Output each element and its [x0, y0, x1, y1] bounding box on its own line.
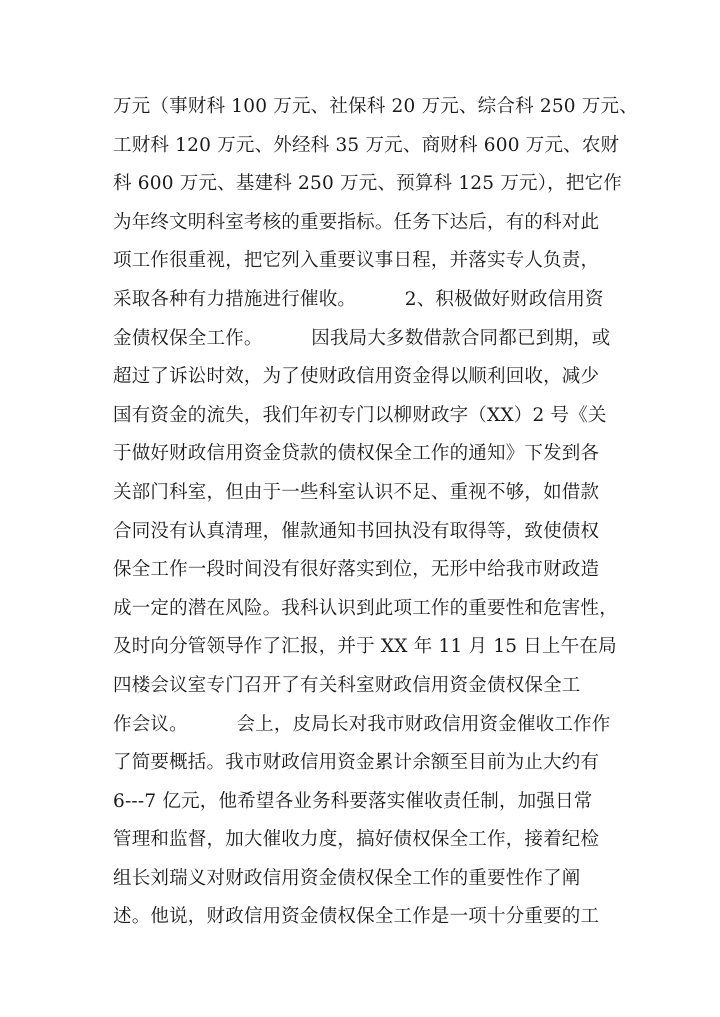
- text-line: 了简要概括。我市财政信用资金累计余额至目前为止大约有: [113, 752, 600, 774]
- text-line: 关部门科室，但由于一些科室认识不足、重视不够，如借款: [113, 481, 600, 503]
- text-line: 采取各种有力措施进行催收。 2、积极做好财政信用资: [113, 288, 604, 310]
- text-line: 项工作很重视，把它列入重要议事日程，并落实专人负责，: [113, 250, 600, 272]
- text-line: 国有资金的流失，我们年初专门以柳财政字（XX）2 号《关: [113, 404, 607, 426]
- text-line: 万元（事财科 100 万元、社保科 20 万元、综合科 250 万元、: [113, 96, 638, 117]
- text-line: 科 600 万元、基建科 250 万元、预算科 125 万元），把它作: [113, 173, 622, 195]
- text-line: 作会议。 会上，皮局长对我市财政信用资金催收工作作: [113, 713, 611, 735]
- text-line: 组长刘瑞义对财政信用资金债权保全工作的重要性作了阐: [113, 867, 581, 889]
- text-line: 工财科 120 万元、外经科 35 万元、商财科 600 万元、农财: [113, 134, 620, 156]
- text-line: 四楼会议室专门召开了有关科室财政信用资金债权保全工: [113, 674, 581, 696]
- text-line: 金债权保全工作。 因我局大多数借款合同都已到期，或: [113, 327, 611, 349]
- text-line: 述。他说，财政信用资金债权保全工作是一项十分重要的工: [113, 906, 600, 928]
- text-line: 于做好财政信用资金贷款的债权保全工作的通知》下发到各: [113, 443, 600, 465]
- text-line: 6---7 亿元，他希望各业务科要落实催收责任制，加强日常: [113, 790, 593, 812]
- text-line: 为年终文明科室考核的重要指标。任务下达后，有的科对此: [113, 211, 600, 233]
- body-text: [113, 88, 638, 937]
- text-line: 保全工作一段时间没有很好落实到位，无形中给我市财政造: [113, 559, 600, 581]
- text-line: 及时向分管领导作了汇报，并于 XX 年 11 月 15 日上午在局: [113, 636, 617, 658]
- text-line: 管理和监督，加大催收力度，搞好债权保全工作，接着纪检: [113, 829, 600, 851]
- text-line: 超过了诉讼时效，为了使财政信用资金得以顺利回收，减少: [113, 366, 600, 388]
- text-line: 成一定的潜在风险。我科认识到此项工作的重要性和危害性，: [113, 597, 618, 619]
- text-line: 合同没有认真清理，催款通知书回执没有取得等，致使债权: [113, 520, 600, 542]
